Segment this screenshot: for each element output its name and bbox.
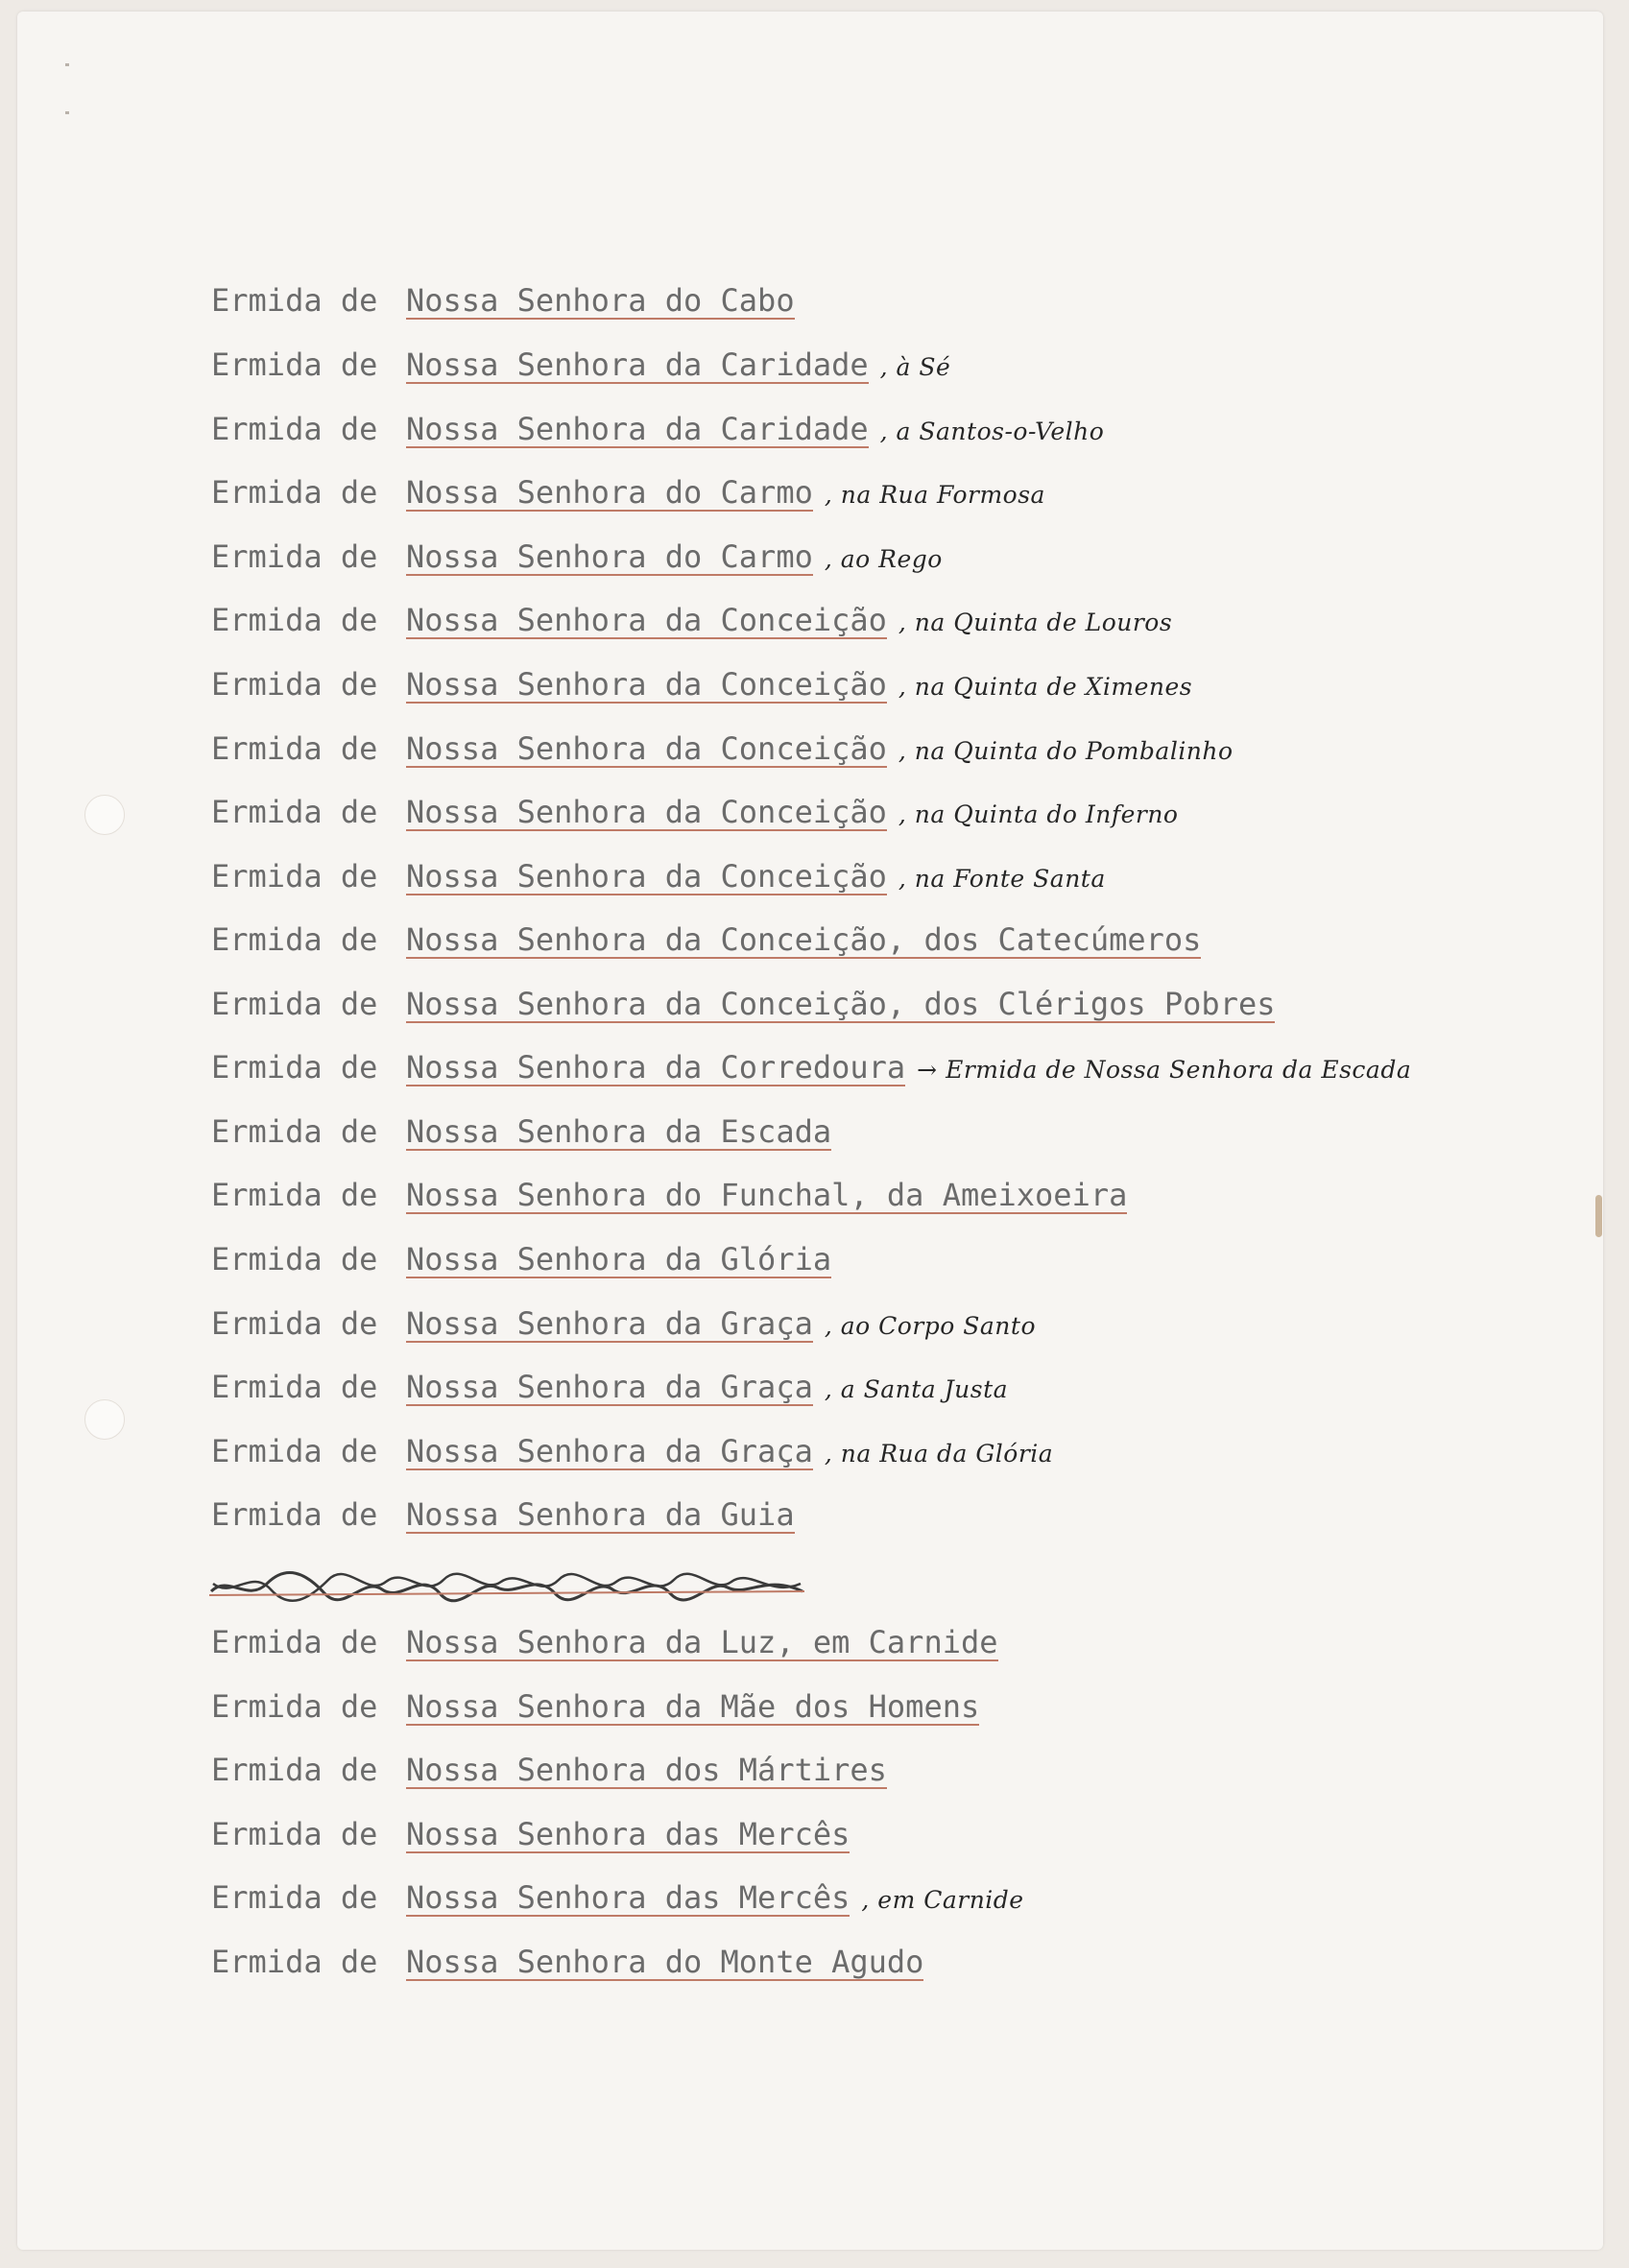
list-item [211, 1237, 843, 1281]
entry-prefix: Ermida de [211, 1879, 378, 1916]
handwritten-note: , a Santos-o-Velho [879, 418, 1105, 445]
entry-prefix: Ermida de [211, 1496, 378, 1533]
list-item [211, 1684, 991, 1729]
handwritten-note: , a Santa Justa [824, 1375, 1009, 1403]
entry-name: Nossa Senhora do Cabo [406, 282, 795, 319]
entry-prefix: Ermida de [211, 538, 378, 575]
list-item [211, 1045, 1411, 1089]
list-item [211, 727, 1234, 771]
list-item [211, 790, 1178, 834]
handwritten-note: , em Carnide [861, 1886, 1024, 1914]
list-item [211, 1940, 935, 1984]
entry-prefix: Ermida de [211, 1816, 378, 1852]
list-item [211, 1875, 1024, 1920]
list-item [211, 1812, 861, 1856]
handwritten-note: , ao Rego [824, 545, 943, 573]
entry-prefix: Ermida de [211, 1113, 378, 1150]
entry-name: Nossa Senhora da Conceição [406, 794, 887, 830]
list-item [211, 854, 1106, 898]
list-item [211, 1429, 1053, 1473]
entry-prefix: Ermida de [211, 474, 378, 511]
entry-prefix: Ermida de [211, 858, 378, 895]
list-item [211, 278, 806, 322]
entry-prefix: Ermida de [211, 1369, 378, 1405]
list-item [211, 918, 1212, 962]
entry-prefix: Ermida de [211, 282, 378, 319]
entry-name: Nossa Senhora da Caridade [406, 346, 869, 383]
handwritten-note: , ao Corpo Santo [824, 1312, 1037, 1340]
entry-name: Nossa Senhora da Graça [406, 1305, 813, 1342]
entry-prefix: Ermida de [211, 794, 378, 830]
entry-name: Nossa Senhora da Conceição, dos Clérigos Pobres [406, 986, 1276, 1022]
list-item [211, 1620, 1010, 1664]
entry-prefix: Ermida de [211, 602, 378, 638]
entry-name: Nossa Senhora da Graça [406, 1433, 813, 1469]
entry-name: Nossa Senhora do Monte Agudo [406, 1944, 924, 1980]
struck-out-line [209, 1555, 804, 1612]
entry-name: Nossa Senhora das Mercês [406, 1816, 850, 1852]
entry-prefix: Ermida de [211, 411, 378, 447]
list-item [211, 1301, 1036, 1346]
entry-prefix: Ermida de [211, 1752, 378, 1788]
entry-prefix: Ermida de [211, 1305, 378, 1342]
list-item [211, 982, 1286, 1026]
entry-name: Nossa Senhora da Glória [406, 1241, 832, 1277]
entry-prefix: Ermida de [211, 730, 378, 767]
entry-name: Nossa Senhora da Corredoura [406, 1049, 906, 1086]
list-item [211, 1173, 1138, 1217]
entry-prefix: Ermida de [211, 1049, 378, 1086]
list-item [211, 470, 1045, 514]
list-item [211, 407, 1104, 451]
entry-prefix: Ermida de [211, 666, 378, 703]
list-item [211, 662, 1192, 706]
entry-name: Nossa Senhora da Conceição [406, 602, 887, 638]
entry-prefix: Ermida de [211, 1944, 378, 1980]
entry-prefix: Ermida de [211, 346, 378, 383]
list-item [211, 1492, 806, 1537]
entry-prefix: Ermida de [211, 1241, 378, 1277]
entry-prefix: Ermida de [211, 1433, 378, 1469]
entry-name: Nossa Senhora da Guia [406, 1496, 795, 1533]
entry-name: Nossa Senhora do Funchal, da Ameixoeira [406, 1177, 1128, 1213]
handwritten-note: , na Rua Formosa [824, 481, 1045, 509]
entry-name: Nossa Senhora da Conceição, dos Catecúmeros [406, 921, 1202, 958]
handwritten-note: → Ermida de Nossa Senhora da Escada [917, 1056, 1412, 1084]
entry-name: Nossa Senhora da Graça [406, 1369, 813, 1405]
entry-prefix: Ermida de [211, 1177, 378, 1213]
entry-name: Nossa Senhora da Caridade [406, 411, 869, 447]
handwritten-note: , à Sé [879, 353, 951, 381]
handwritten-note: , na Quinta de Ximenes [898, 673, 1193, 701]
entry-name: Nossa Senhora da Luz, em Carnide [406, 1624, 998, 1660]
entry-name: Nossa Senhora da Escada [406, 1113, 832, 1150]
entry-name: Nossa Senhora da Conceição [406, 730, 887, 767]
entry-name: Nossa Senhora da Conceição [406, 858, 887, 895]
handwritten-note: , na Quinta do Pombalinho [898, 737, 1234, 765]
list-item [211, 1365, 1008, 1409]
list-item [211, 1110, 843, 1154]
entry-name: Nossa Senhora da Conceição [406, 666, 887, 703]
handwritten-note: , na Quinta de Louros [898, 609, 1173, 636]
list-item [211, 343, 950, 387]
entry-name: Nossa Senhora do Carmo [406, 538, 813, 575]
handwritten-note: , na Fonte Santa [898, 865, 1106, 893]
entry-prefix: Ermida de [211, 921, 378, 958]
entry-prefix: Ermida de [211, 1624, 378, 1660]
list-item [211, 535, 943, 579]
entry-name: Nossa Senhora dos Mártires [406, 1752, 887, 1788]
entry-name: Nossa Senhora da Mãe dos Homens [406, 1688, 980, 1725]
entry-name: Nossa Senhora do Carmo [406, 474, 813, 511]
handwritten-note: , na Rua da Glória [824, 1440, 1054, 1468]
list-item [211, 598, 1172, 642]
entry-prefix: Ermida de [211, 1688, 378, 1725]
entry-prefix: Ermida de [211, 986, 378, 1022]
handwritten-note: , na Quinta do Inferno [898, 800, 1179, 828]
entry-name: Nossa Senhora das Mercês [406, 1879, 850, 1916]
list-item [211, 1748, 898, 1792]
